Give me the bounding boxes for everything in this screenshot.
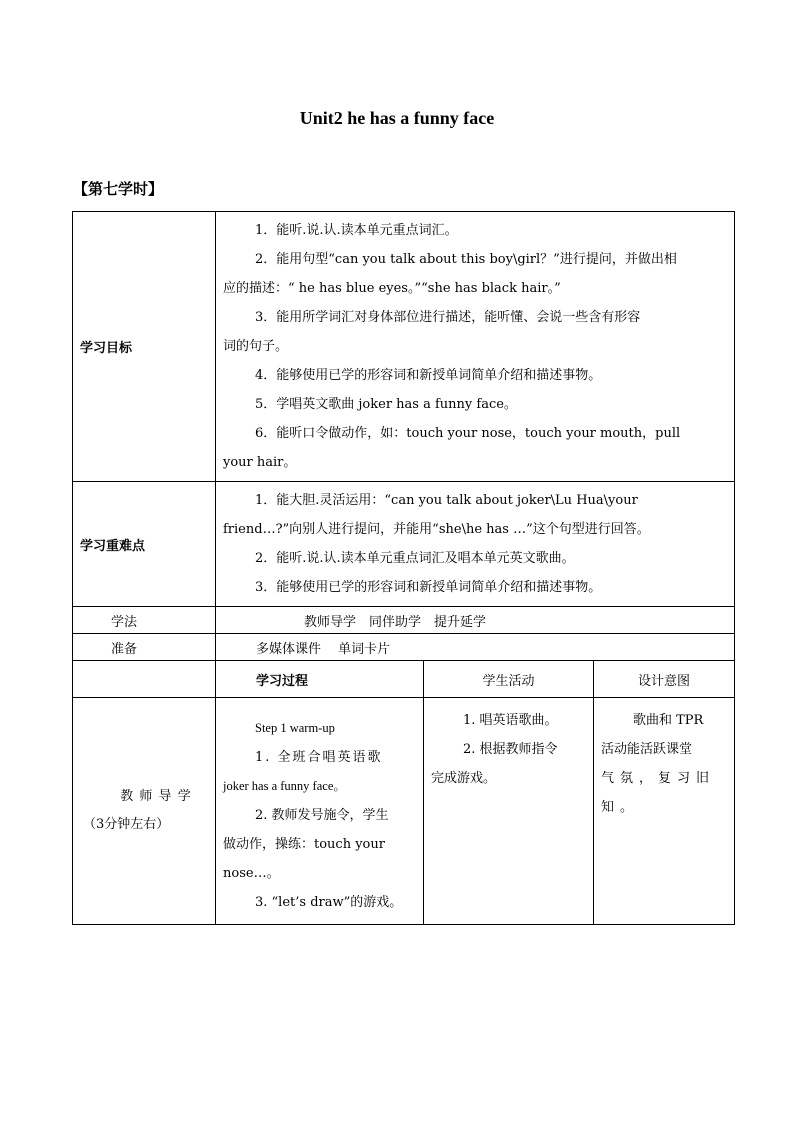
key-point-line: 1．能大胆.灵活运用：“can you talk about joker\Lu Hua\your <box>255 493 638 508</box>
teacher-guide-label-line1: 教 师 导 学 <box>120 789 192 804</box>
objective-line: 3．能用所学词汇对身体部位进行描述，能听懂、会说一些含有形容 <box>255 310 641 325</box>
process-line: nose…。 <box>223 866 280 881</box>
key-point-line: friend…?”向别人进行提问，并能用“she\he has …”这个句型进行回答。 <box>223 522 650 537</box>
process-line: 做动作，操练：touch your <box>223 837 385 852</box>
key-points-content <box>216 482 735 607</box>
process-header-student: 学生活动 <box>424 661 594 698</box>
key-points-row <box>73 482 735 607</box>
objective-line: 应的描述：“ he has blue eyes。”“she has black hair。” <box>223 281 561 296</box>
objective-line: 1．能听.说.认.读本单元重点词汇。 <box>255 223 458 238</box>
process-header-process: 学习过程 <box>216 661 424 698</box>
objective-line: 4．能够使用已学的形容词和新授单词简单介绍和描述事物。 <box>255 368 602 383</box>
objective-line: 6．能听口令做动作，如：touch your nose，touch your mouth，pull <box>255 426 681 441</box>
process-line: joker has a funny face。 <box>223 779 346 793</box>
objectives-label: 学习目标 <box>73 212 216 482</box>
teacher-guide-label-line2: （3分钟左右） <box>83 817 170 832</box>
process-line: 1. 全班合唱英语歌 <box>255 750 383 765</box>
design-line: 歌曲和 TPR <box>633 713 704 728</box>
process-header-row <box>73 661 735 698</box>
preparation-row <box>73 634 735 661</box>
design-line: 知。 <box>601 800 640 815</box>
student-line: 2. 根据教师指令 <box>463 742 558 757</box>
key-point-line: 3．能够使用已学的形容词和新授单词简单介绍和描述事物。 <box>255 580 602 595</box>
teacher-guide-student <box>424 698 594 925</box>
objective-line: 2．能用句型“can you talk about this boy\girl？”进行提问，并做出相 <box>255 252 677 267</box>
process-header-empty <box>73 661 216 698</box>
method-value: 教师导学 同伴助学 提升延学 <box>216 607 735 634</box>
lesson-plan-table <box>72 211 735 925</box>
design-line: 气氛，复习旧 <box>601 771 716 786</box>
objective-line: 5．学唱英文歌曲 joker has a funny face。 <box>255 397 517 412</box>
process-line: Step 1 warm-up <box>255 721 335 735</box>
objectives-content <box>216 212 735 482</box>
student-line: 1. 唱英语歌曲。 <box>463 713 558 728</box>
objective-line: 词的句子。 <box>223 339 289 354</box>
section-heading: 【第七学时】 <box>73 180 164 198</box>
key-points-label: 学习重难点 <box>73 482 216 607</box>
design-line: 活动能活跃课堂 <box>601 742 693 757</box>
teacher-guide-row <box>73 698 735 925</box>
preparation-value: 多媒体课件 单词卡片 <box>216 634 735 661</box>
objectives-row <box>73 212 735 482</box>
document-title: Unit2 he has a funny face <box>299 108 495 128</box>
process-line: 2. 教师发号施令，学生 <box>255 808 389 823</box>
preparation-label: 准备 <box>73 634 216 661</box>
objective-line: your hair。 <box>223 455 297 470</box>
method-label: 学法 <box>73 607 216 634</box>
student-line: 完成游戏。 <box>431 771 497 786</box>
key-point-line: 2．能听.说.认.读本单元重点词汇及唱本单元英文歌曲。 <box>255 551 575 566</box>
teacher-guide-design <box>594 698 735 925</box>
process-header-design: 设计意图 <box>594 661 735 698</box>
method-row <box>73 607 735 634</box>
teacher-guide-label <box>73 698 216 925</box>
teacher-guide-process <box>216 698 424 925</box>
process-line: 3. “let’s draw”的游戏。 <box>255 895 403 910</box>
